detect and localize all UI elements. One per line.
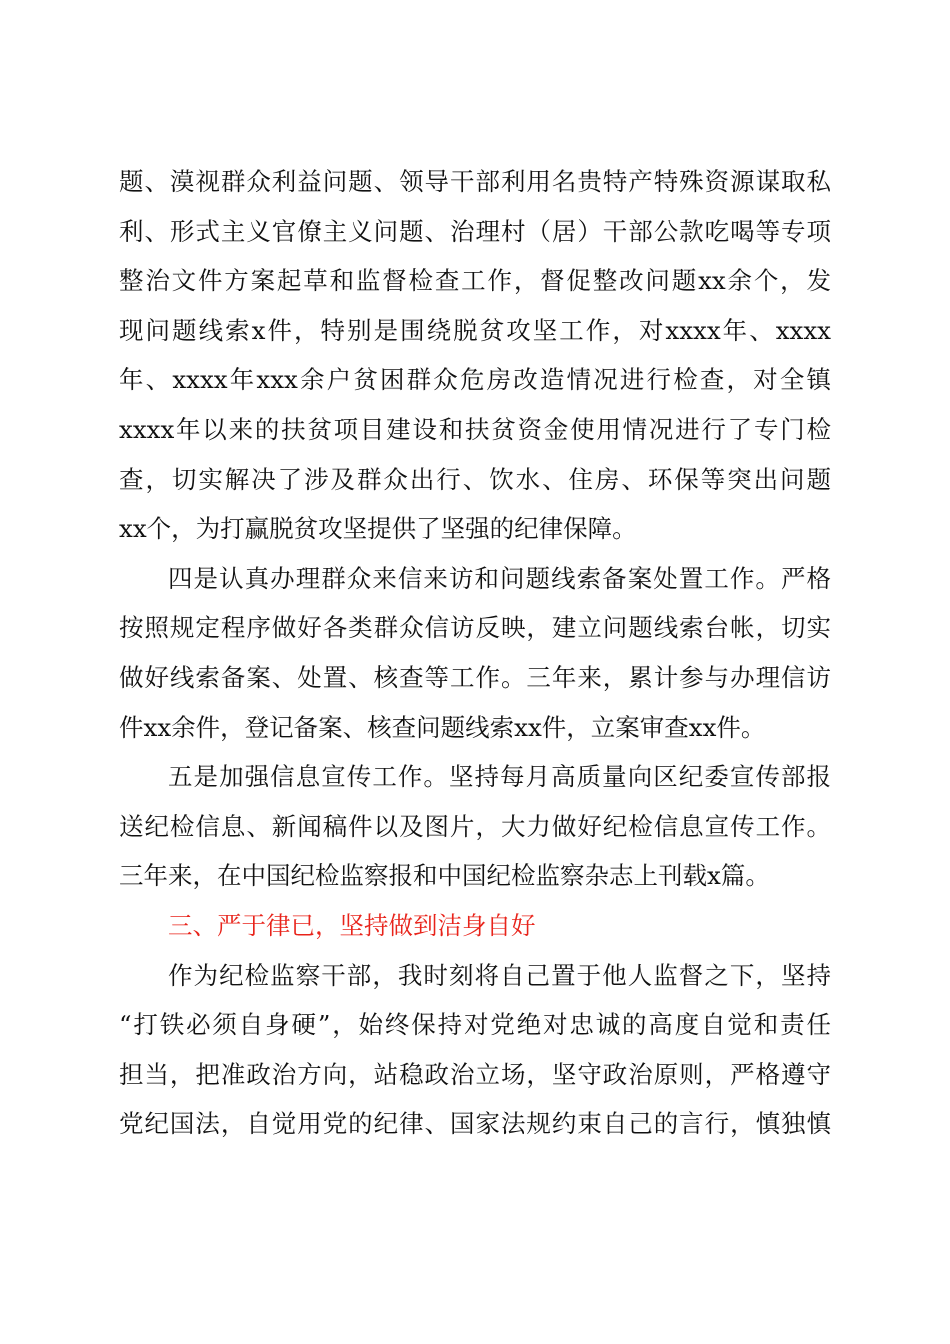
text-line: “打铁必须自身硬”，始终保持对党绝对忠诚的高度自觉和责任 [119,1010,831,1040]
text-line: xxxx年以来的扶贫项目建设和扶贫资金使用情况进行了专门检 [119,414,831,444]
text-line: 三年来，在中国纪检监察报和中国纪检监察杂志上刊载x篇。 [119,861,770,891]
paragraph-item-five [119,752,831,901]
text-line: 党纪国法，自觉用党的纪律、国家法规约束自己的言行，慎独慎 [119,1109,831,1139]
text-line: 现问题线索x件，特别是围绕脱贫攻坚工作，对xxxx年、xxxx [119,315,831,345]
text-line: 利、形式主义官僚主义问题、治理村（居）干部公款吃喝等专项 [119,216,831,246]
text-line: 查，切实解决了涉及群众出行、饮水、住房、环保等突出问题 [119,464,831,494]
text-line: 题、漠视群众利益问题、领导干部利用名贵特产特殊资源谋取私 [119,167,831,196]
text-line: xx个，为打赢脱贫攻坚提供了坚强的纪律保障。 [119,514,637,544]
paragraph-section-three [119,951,831,1149]
text-line: 送纪检信息、新闻稿件以及图片，大力做好纪检信息宣传工作。 [119,811,831,841]
text-line: 件xx余件，登记备案、核查问题线索xx件，立案审查xx件。 [119,712,766,742]
text-line: 担当，把准政治方向，站稳政治立场，坚守政治原则，严格遵守 [119,1059,831,1089]
paragraph-continuation [119,157,831,554]
section-heading: 三、严于律已，坚持做到洁身自好 [168,910,536,940]
text-line: 整治文件方案起草和监督检查工作，督促整改问题xx余个，发 [119,266,831,296]
document-body [119,157,831,1149]
text-line: 做好线索备案、处置、核查等工作。三年来，累计参与办理信访 [119,662,831,692]
text-line: 作为纪检监察干部，我时刻将自己置于他人监督之下，坚持 [168,960,831,990]
text-line: 五是加强信息宣传工作。坚持每月高质量向区纪委宣传部报 [168,762,831,792]
paragraph-item-four [119,554,831,752]
text-line: 四是认真办理群众来信来访和问题线索备案处置工作。严格 [168,563,831,593]
text-line: 年、xxxx年xxx余户贫困群众危房改造情况进行检查，对全镇 [119,365,831,395]
text-line: 按照规定程序做好各类群众信访反映，建立问题线索台帐，切实 [119,613,831,643]
